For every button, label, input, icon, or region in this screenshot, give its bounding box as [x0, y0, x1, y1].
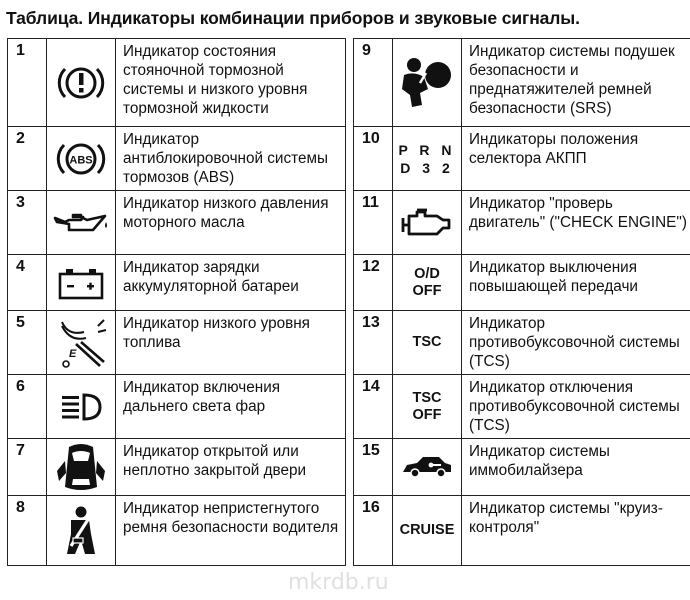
left-indicator-number: 1 [8, 39, 47, 127]
table-row [8, 255, 690, 311]
immobilizer-icon [393, 454, 461, 480]
left-indicator-number: 6 [8, 375, 47, 439]
right-indicator-number: 12 [354, 255, 393, 311]
check-engine-icon [393, 206, 461, 240]
right-indicator-description: Индикаторы положения селектора АКПП [462, 127, 690, 191]
left-indicator-number: 7 [8, 439, 47, 496]
page-title: Таблица. Индикаторы комбинации приборов и звуковые сигналы. [6, 8, 580, 28]
left-indicator-icon-cell [47, 439, 116, 496]
right-indicator-number: 9 [354, 39, 393, 127]
battery-icon [47, 266, 115, 300]
left-indicator-description: Индикатор непристегнутого ремня безопасности водителя [116, 496, 346, 566]
cruise-icon: CRUISE [399, 522, 455, 538]
table-row [8, 375, 690, 439]
column-gap [346, 311, 354, 375]
left-indicator-icon-cell [47, 255, 116, 311]
watermark: mkrdb.ru [288, 570, 389, 595]
right-indicator-description: Индикатор выключения повышающей передачи [462, 255, 690, 311]
svg-text:ABS: ABS [69, 154, 93, 166]
indicator-table [7, 38, 690, 566]
right-indicator-number: 13 [354, 311, 393, 375]
left-indicator-icon-cell [47, 496, 116, 566]
left-indicator-description: Индикатор состояния стояночной тормозной системы и низкого уровня тормозной жидкости [116, 39, 346, 127]
right-indicator-description: Индикатор системы подушек безопасности и преднатяжителей ремней безопасности (SRS) [462, 39, 690, 127]
right-indicator-icon-cell [393, 496, 462, 566]
right-indicator-description: Индикатор "проверь двигатель" ("CHECK ENGINE") [462, 191, 690, 255]
table-row [8, 127, 690, 191]
right-indicator-description: Индикатор противобуксовочной системы (TCS) [462, 311, 690, 375]
right-indicator-number: 14 [354, 375, 393, 439]
table-row [8, 191, 690, 255]
oil-can-icon [47, 208, 115, 238]
column-gap [346, 255, 354, 311]
left-indicator-description: Индикатор включения дальнего света фар [116, 375, 346, 439]
left-indicator-description: Индикатор низкого давления моторного масла [116, 191, 346, 255]
parking-brake-icon [47, 61, 115, 105]
table-row [8, 439, 690, 496]
left-indicator-number: 2 [8, 127, 47, 191]
od-off-icon: O/D OFF [412, 265, 442, 299]
left-indicator-icon-cell [47, 39, 116, 127]
right-indicator-icon-cell [393, 255, 462, 311]
left-indicator-number: 4 [8, 255, 47, 311]
right-indicator-icon-cell [393, 375, 462, 439]
left-indicator-description: Индикатор зарядки аккумуляторной батареи [116, 255, 346, 311]
left-indicator-description: Индикатор открытой или неплотно закрытой двери [116, 439, 346, 496]
table-row [8, 311, 690, 375]
left-indicator-description: Индикатор низкого уровня топлива [116, 311, 346, 375]
right-indicator-icon-cell [393, 127, 462, 191]
left-indicator-icon-cell [47, 191, 116, 255]
right-indicator-number: 16 [354, 496, 393, 566]
airbag-srs-icon [393, 55, 461, 111]
svg-text:E: E [69, 347, 77, 360]
right-indicator-number: 11 [354, 191, 393, 255]
right-indicator-description: Индикатор системы иммобилайзера [462, 439, 690, 496]
column-gap [346, 39, 354, 127]
right-indicator-icon-cell [393, 311, 462, 375]
left-indicator-icon-cell [47, 311, 116, 375]
column-gap [346, 127, 354, 191]
tsc-off-icon: TSC OFF [412, 389, 442, 423]
door-open-icon [47, 439, 115, 495]
abs-icon [47, 137, 115, 181]
left-indicator-number: 5 [8, 311, 47, 375]
right-indicator-icon-cell [393, 439, 462, 496]
high-beam-icon [47, 390, 115, 424]
column-gap [346, 496, 354, 566]
column-gap [346, 439, 354, 496]
right-indicator-icon-cell [393, 191, 462, 255]
left-indicator-number: 8 [8, 496, 47, 566]
column-gap [346, 191, 354, 255]
fuel-level-icon [47, 316, 115, 370]
left-indicator-icon-cell [47, 127, 116, 191]
table-row [8, 496, 690, 566]
table-row [8, 39, 690, 127]
gear-selector-icon: P R N D 3 2 [398, 141, 456, 176]
right-indicator-number: 15 [354, 439, 393, 496]
column-gap [346, 375, 354, 439]
left-indicator-description: Индикатор антиблокировочной системы тормозов (ABS) [116, 127, 346, 191]
left-indicator-number: 3 [8, 191, 47, 255]
right-indicator-icon-cell [393, 39, 462, 127]
left-indicator-icon-cell [47, 375, 116, 439]
tsc-icon: TSC [412, 334, 442, 350]
right-indicator-description: Индикатор системы "круиз-контроля" [462, 496, 690, 566]
right-indicator-description: Индикатор отключения противобуксовочной системы (TCS) [462, 375, 690, 439]
seatbelt-icon [47, 504, 115, 558]
right-indicator-number: 10 [354, 127, 393, 191]
